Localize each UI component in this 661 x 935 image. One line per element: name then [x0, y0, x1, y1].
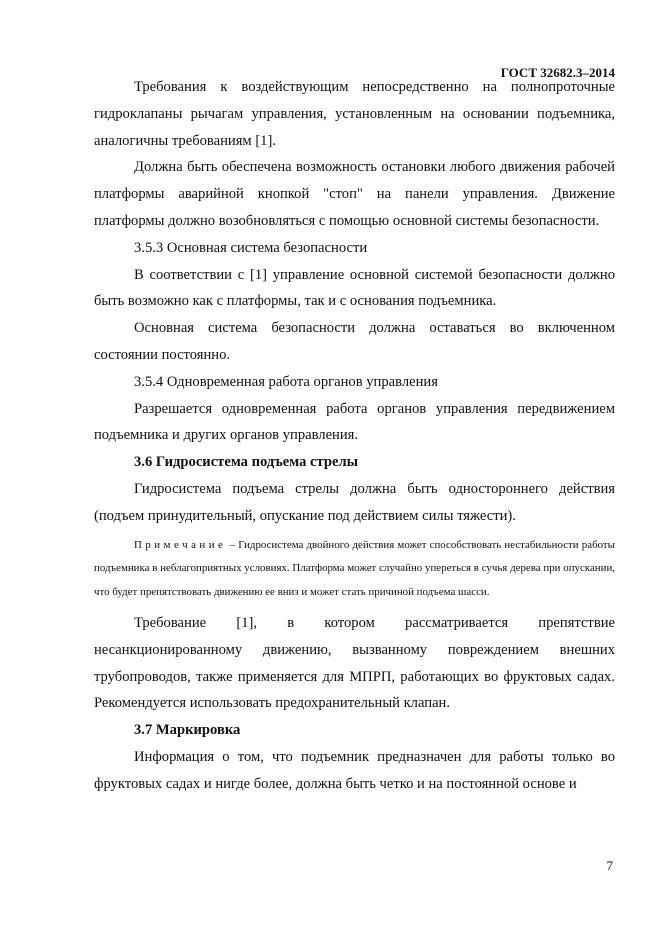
- heading-3-7: 3.7 Маркировка: [134, 722, 241, 739]
- paragraph-control-levers: Требования к воздействующим непосредственно на полнопроточные гидроклапаны рычагам управления, установленным на основании подъемника, аналогичны требованиям [1].: [94, 79, 615, 149]
- heading-3-5-4: 3.5.4 Одновременная работа органов управления: [134, 373, 438, 390]
- paragraph-marking: Информация о том, что подъемник предназначен для работы только во фруктовых садах и нигде более, должна быть четко и на постоянной основе и: [94, 749, 615, 792]
- note-text: – Гидросистема двойного действия может способствовать нестабильности работы подъемника в неблагоприятных условиях. Платформа может случайно упереться в сучья дерева при опускании, что будет препятствовать движению ее вниз и может стать причиной подъема шасси.: [94, 538, 615, 598]
- note: [94, 534, 615, 605]
- paragraph-pipeline-requirement: Требование [1], в котором рассматривается препятствие несанкционированному движению, вызванному повреждением внешних трубопроводов, также применяется для МПРП, работающих во фруктовых садах. Рекомендуется использовать предохранительный клапан.: [94, 615, 615, 712]
- heading-3-5-3: 3.5.3 Основная система безопасности: [134, 239, 368, 256]
- paragraph-simultaneous-operation: Разрешается одновременная работа органов управления передвижением подъемника и других органов управления.: [94, 400, 615, 444]
- paragraph-safety-control: В соответствии с [1] управление основной системой безопасности должно быть возможно как с платформы, так и с основания подъемника.: [94, 266, 615, 310]
- heading-3-6: 3.6 Гидросистема подъема стрелы: [134, 454, 359, 471]
- paragraph-safety-on: Основная система безопасности должна оставаться во включенном состоянии постоянно.: [94, 320, 615, 363]
- paragraph-hydraulic-system: Гидросистема подъема стрелы должна быть одностороннего действия (подъем принудительный, опускание под действием силы тяжести).: [94, 480, 615, 524]
- paragraph-emergency-stop: Должна быть обеспечена возможность остановки любого движения рабочей платформы аварийной кнопкой "стоп" на панели управления. Движение платформы должно возобновляться с помощью основной системы безопасности.: [94, 159, 615, 229]
- body-text: [94, 74, 615, 798]
- document-code: ГОСТ 32682.3–2014: [500, 65, 615, 80]
- note-label: Примечание: [134, 538, 227, 551]
- page-number: 7: [606, 858, 613, 873]
